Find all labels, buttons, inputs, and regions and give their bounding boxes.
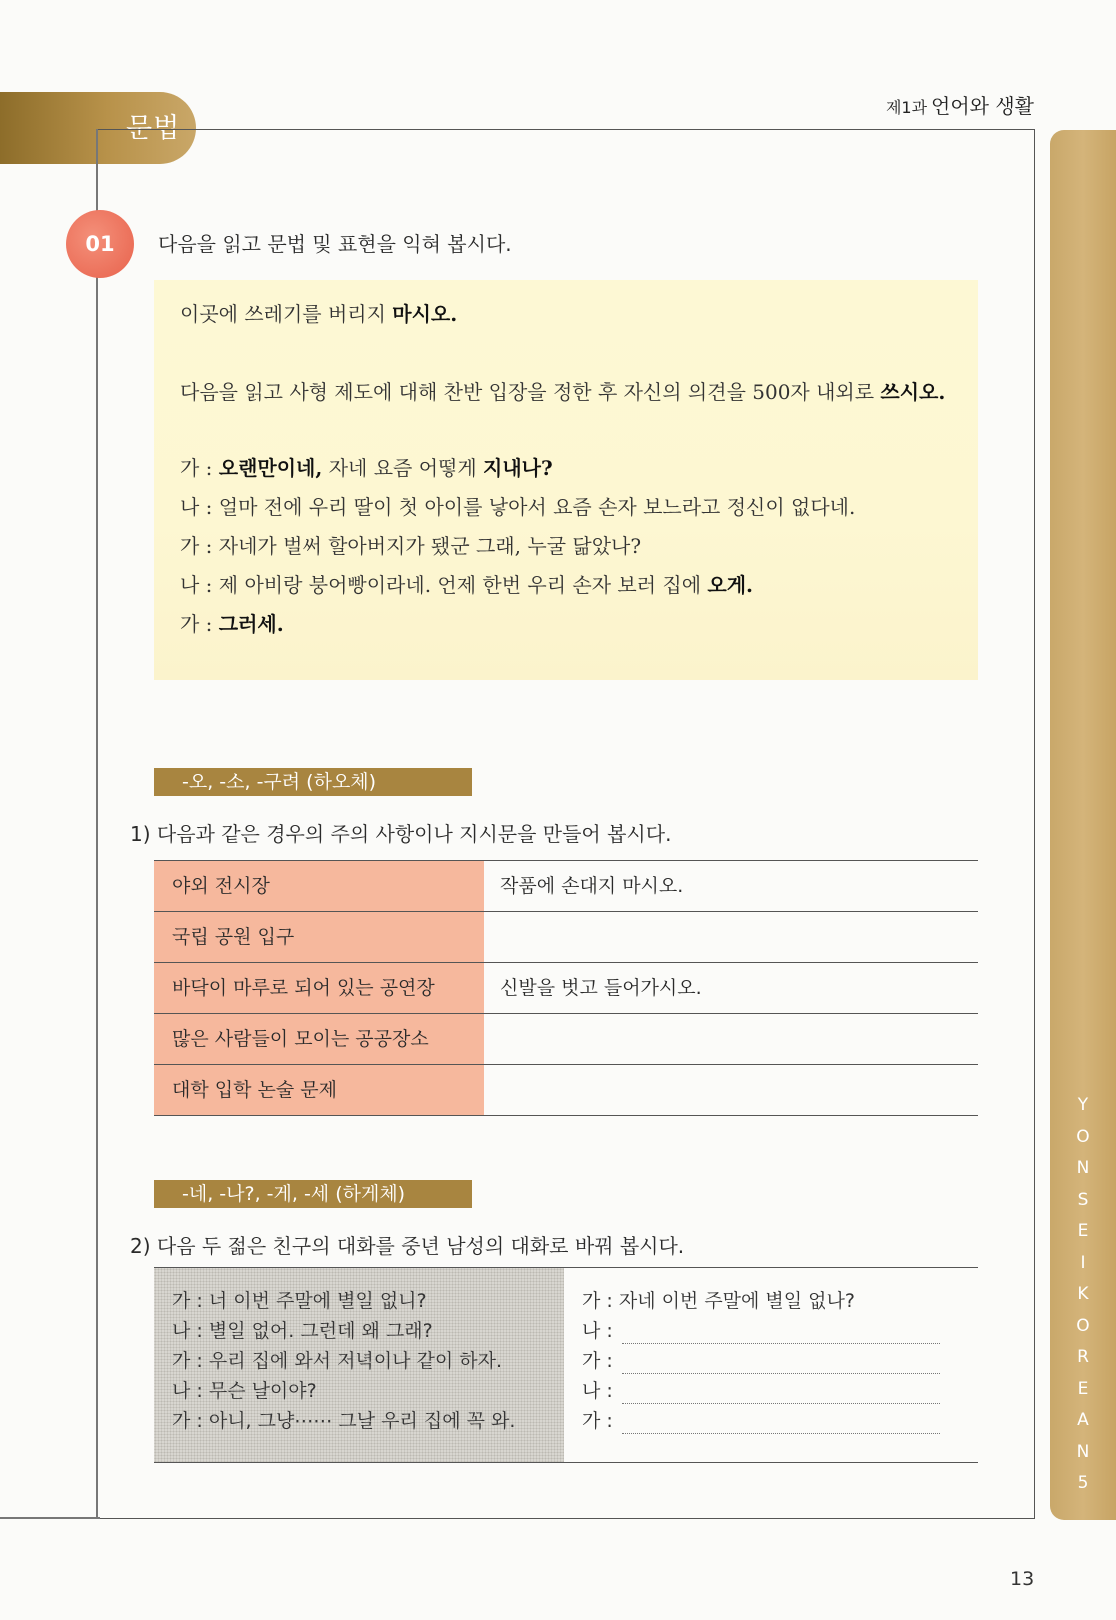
band-letter: A <box>1077 1410 1089 1430</box>
answer-blank[interactable] <box>622 1433 940 1434</box>
converted-line: 나 : <box>582 1320 613 1342</box>
exercise-instruction: 다음을 읽고 문법 및 표현을 익혀 봅시다. <box>158 232 512 256</box>
original-line: 나 : 별일 없어. 그런데 왜 그래? <box>172 1320 433 1342</box>
place-cell: 야외 전시장 <box>154 861 484 911</box>
example-highlight: 그러세. <box>218 612 284 636</box>
band-letter: 5 <box>1077 1473 1089 1493</box>
example-line <box>180 376 945 405</box>
band-letter: N <box>1076 1441 1090 1462</box>
section-tab-label: 문법 <box>126 113 181 144</box>
chapter-number: 제1과 <box>885 98 928 117</box>
example-box <box>154 280 978 680</box>
dialogue-line: 가 : 자네가 벌써 할아버지가 됐군 그래, 누굴 닮았나? <box>180 534 642 558</box>
original-dialogue-panel <box>154 1268 564 1462</box>
original-line: 가 : 너 이번 주말에 별일 없니? <box>172 1290 427 1312</box>
dialogue-line: 나 : 얼마 전에 우리 딸이 첫 아이를 낳아서 요즘 손자 보느라고 정신이 없다네. <box>180 495 856 519</box>
sentence-cell: 작품에 손대지 마시오. <box>500 875 684 897</box>
place-cell: 대학 입학 논술 문제 <box>154 1065 484 1115</box>
grammar-label-haoche: -오, -소, -구려 (하오체) <box>154 768 472 796</box>
place-cell: 국립 공원 입구 <box>154 912 484 962</box>
band-letter: I <box>1080 1252 1086 1273</box>
exercise-number-badge: 01 <box>66 210 134 278</box>
question-1: 1) 다음과 같은 경우의 주의 사항이나 지시문을 만들어 봅시다. <box>130 822 672 846</box>
speaker: 가 : <box>180 612 219 636</box>
left-rule <box>96 129 98 1517</box>
example-highlight: 마시오. <box>392 302 458 326</box>
table-row <box>154 911 978 962</box>
speaker: 가 : <box>180 456 219 480</box>
place-cell: 많은 사람들이 모이는 공공장소 <box>154 1014 484 1064</box>
example-text: 나 : 제 아비랑 붕어빵이라네. 언제 한번 우리 손자 보러 집에 <box>180 573 708 597</box>
dialogue-line <box>180 452 553 481</box>
answer-blank[interactable] <box>622 1343 940 1344</box>
band-letter: N <box>1076 1158 1090 1178</box>
dialogue-line <box>180 608 284 637</box>
example-highlight: 지내나? <box>483 456 553 480</box>
band-letter: R <box>1077 1347 1089 1367</box>
example-highlight: 오게. <box>707 573 753 597</box>
practice-table <box>154 860 978 1116</box>
dialogue-conversion-box <box>154 1267 978 1463</box>
chapter-title: 언어와 생활 <box>931 94 1034 118</box>
answer-blank[interactable] <box>622 1373 940 1374</box>
original-line: 가 : 우리 집에 와서 저녁이나 같이 하자. <box>172 1350 503 1372</box>
converted-line: 가 : <box>582 1350 613 1372</box>
converted-line: 나 : <box>582 1380 613 1402</box>
converted-line: 가 : <box>582 1410 613 1432</box>
side-band-text <box>1072 1090 1094 1500</box>
table-row <box>154 1013 978 1064</box>
band-letter: E <box>1077 1378 1089 1399</box>
band-letter: O <box>1076 1126 1090 1147</box>
chapter-heading <box>886 90 1034 119</box>
sentence-cell: 신발을 벗고 들어가시오. <box>500 977 702 999</box>
table-row <box>154 1064 978 1116</box>
example-text: 이곳에 쓰레기를 버리지 <box>180 302 393 326</box>
bottom-rule <box>0 1517 100 1519</box>
example-text: 자네 요즘 어떻게 <box>322 456 484 480</box>
dialogue-line <box>180 569 753 598</box>
original-line: 가 : 아니, 그냥⋯⋯ 그날 우리 집에 꼭 와. <box>172 1410 516 1432</box>
band-letter: O <box>1076 1315 1090 1336</box>
band-letter: S <box>1077 1189 1089 1210</box>
example-highlight: 오랜만이네, <box>218 456 323 480</box>
question-2: 2) 다음 두 젊은 친구의 대화를 중년 남성의 대화로 바꿔 봅시다. <box>130 1234 685 1258</box>
place-cell: 바닥이 마루로 되어 있는 공연장 <box>154 963 484 1013</box>
page-number: 13 <box>1010 1568 1035 1590</box>
answer-blank[interactable] <box>622 1403 940 1404</box>
band-letter: Y <box>1077 1095 1089 1115</box>
table-row <box>154 860 978 911</box>
original-line: 나 : 무슨 날이야? <box>172 1380 317 1402</box>
example-line <box>180 298 457 327</box>
example-text: 다음을 읽고 사형 제도에 대해 찬반 입장을 정한 후 자신의 의견을 500자 내외로 <box>180 380 881 404</box>
table-row <box>154 962 978 1013</box>
band-letter: E <box>1077 1221 1089 1241</box>
example-highlight: 쓰시오. <box>880 380 946 404</box>
band-letter: K <box>1077 1284 1089 1304</box>
converted-line: 가 : 자네 이번 주말에 별일 없나? <box>582 1290 855 1312</box>
grammar-label-hageche: -네, -나?, -게, -세 (하게체) <box>154 1180 472 1208</box>
